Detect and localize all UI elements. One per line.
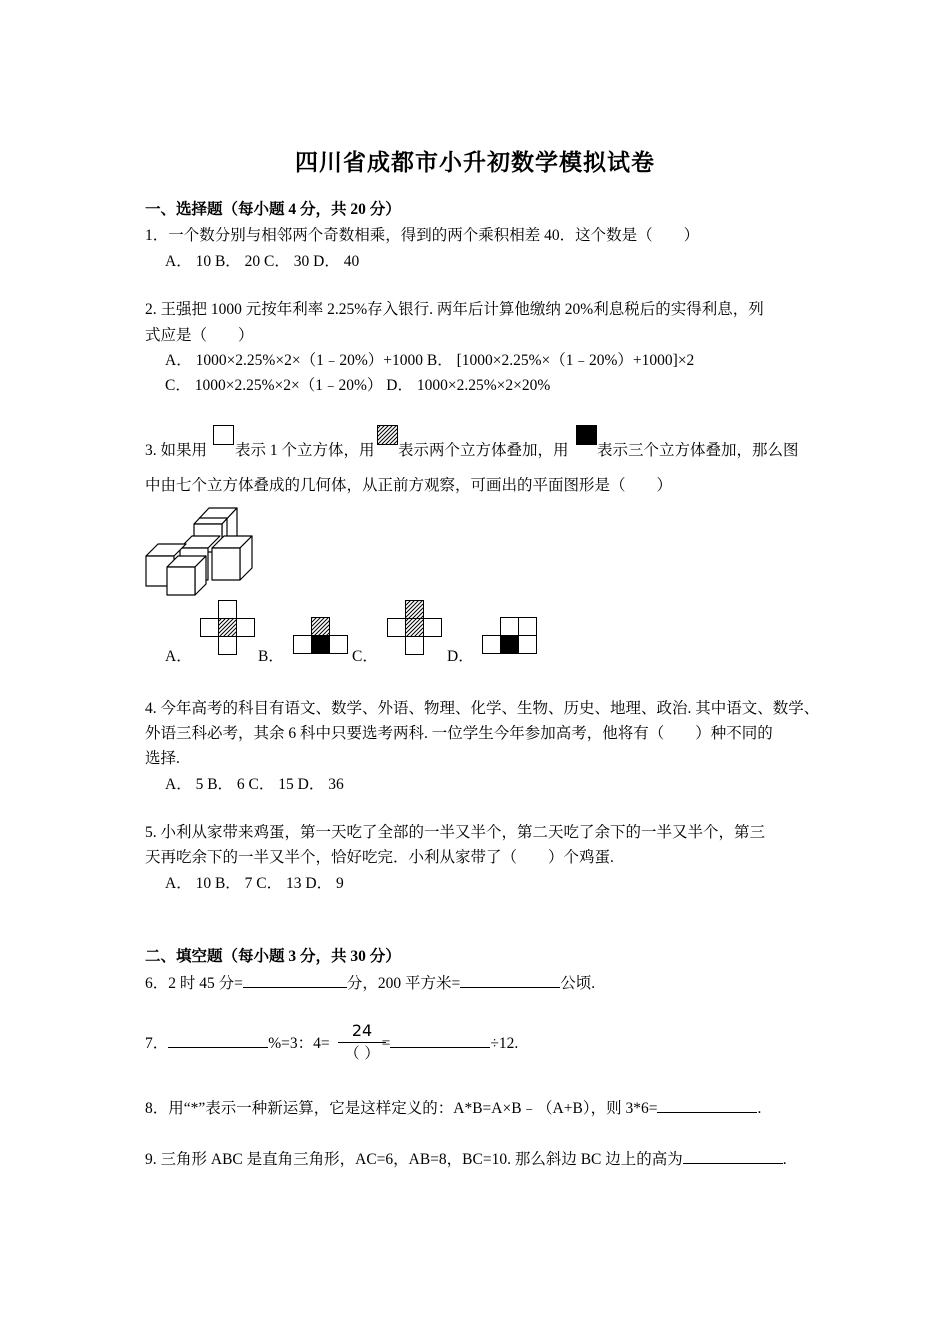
q3-stem-line2: 中由七个立方体叠成的几何体，从正前方观察，可画出的平面图形是（ ）: [145, 477, 673, 494]
section-1-heading: 一、选择题（每小题 4 分，共 20 分）: [145, 201, 401, 218]
q7-text-4: ÷12.: [490, 1035, 519, 1052]
q3-option-b-label: B．: [258, 648, 284, 665]
q9-text-1: 9. 三角形 ABC 是直角三角形，AC=6，AB=8，BC=10. 那么斜边 BC 边上的高为: [145, 1151, 683, 1168]
q3-option-c-figure: [387, 600, 445, 656]
q1-options: A． 10 B． 20 C． 30 D． 40: [165, 253, 360, 270]
q7-fraction-numerator: 24: [351, 1021, 373, 1040]
q8-text-2: .: [757, 1100, 762, 1117]
q3-text-3: 表示两个立方体叠加，用: [398, 442, 569, 459]
q9-line: [145, 1149, 787, 1170]
q3-option-d-figure: [482, 617, 540, 657]
q6-text-2: 分，200 平方米=: [346, 975, 461, 992]
q2-options-line2: C． 1000×2.25%×2×（1﹣20%） D． 1000×2.25%×2×20%: [165, 377, 551, 394]
q7-line: [145, 1033, 518, 1054]
q6-text-1: 6．2 时 45 分=: [145, 975, 243, 992]
q3-text-2: 表示 1 个立方体，用: [235, 442, 375, 459]
section-2-heading: 二、填空题（每小题 3 分，共 30 分）: [145, 948, 401, 965]
q3-option-c-label: C．: [352, 648, 378, 665]
q2-stem-line2: 式应是（ ）: [145, 327, 254, 344]
q7-answer-blank-1[interactable]: [168, 1033, 268, 1048]
single-cube-square-icon: [213, 425, 235, 447]
q2-stem-line1: 2. 王强把 1000 元按年利率 2.25%存入银行. 两年后计算他缴纳 20%利息税后的实得利息，列: [145, 301, 764, 318]
q7-answer-blank-2[interactable]: [390, 1033, 490, 1048]
q9-answer-blank[interactable]: [683, 1149, 783, 1164]
q2-options-line1: A． 1000×2.25%×2×（1﹣20%）+1000 B． [1000×2.25%×（1﹣20%）+1000]×2: [165, 352, 695, 369]
q3-option-a-label: A．: [165, 648, 192, 665]
q6-line: [145, 973, 595, 994]
q4-stem-line1: 4. 今年高考的科目有语文、数学、外语、物理、化学、生物、历史、地理、政治. 其中语文、数学、: [145, 700, 820, 717]
q4-stem-line2: 外语三科必考，其余 6 科中只要选考两科. 一位学生今年参加高考，他将有（ ）种不同的: [145, 725, 773, 742]
q7-text-3: =: [381, 1035, 391, 1052]
q5-options: A． 10 B． 7 C． 13 D． 9: [165, 875, 344, 892]
q6-answer-blank-1[interactable]: [243, 973, 347, 988]
q8-answer-blank[interactable]: [657, 1098, 757, 1113]
q3-option-a-figure: [200, 600, 258, 656]
q8-text-1: 8．用“*”表示一种新运算，它是这样定义的：A*B=A×B﹣（A+B），则 3*6=: [145, 1100, 658, 1117]
q9-text-2: .: [782, 1151, 787, 1168]
q7-text-1: 7．: [145, 1035, 169, 1052]
q7-text-2: %=3：4=: [268, 1035, 330, 1052]
q1-stem: 1．一个数分别与相邻两个奇数相乘，得到的两个乘积相差 40．这个数是（ ）: [145, 227, 700, 244]
q3-option-b-figure: [293, 617, 351, 657]
q3-option-d-label: D．: [447, 648, 474, 665]
q6-text-3: 公顷.: [560, 975, 596, 992]
q5-stem-line2: 天再吃余下的一半又半个，恰好吃完．小利从家带了（ ）个鸡蛋.: [145, 849, 614, 866]
q6-answer-blank-2[interactable]: [460, 973, 560, 988]
stacked-cubes-figure: [144, 500, 262, 600]
q5-stem-line1: 5. 小利从家带来鸡蛋，第一天吃了全部的一半又半个，第二天吃了余下的一半又半个，第三: [145, 824, 766, 841]
q3-text-4: 表示三个立方体叠加，那么图: [597, 442, 799, 459]
q7-fraction-bar: [338, 1042, 386, 1043]
triple-cube-black-icon: [576, 425, 598, 447]
q3-text-1: 3. 如果用: [145, 442, 208, 459]
q4-stem-line3: 选择.: [145, 750, 180, 767]
q7-fraction-denominator: （ ）: [344, 1044, 380, 1062]
q4-options: A． 5 B． 6 C． 15 D． 36: [165, 776, 344, 793]
double-cube-hatched-icon: [377, 425, 399, 447]
page-title: 四川省成都市小升初数学模拟试卷: [295, 150, 655, 176]
q8-line: [145, 1098, 761, 1119]
